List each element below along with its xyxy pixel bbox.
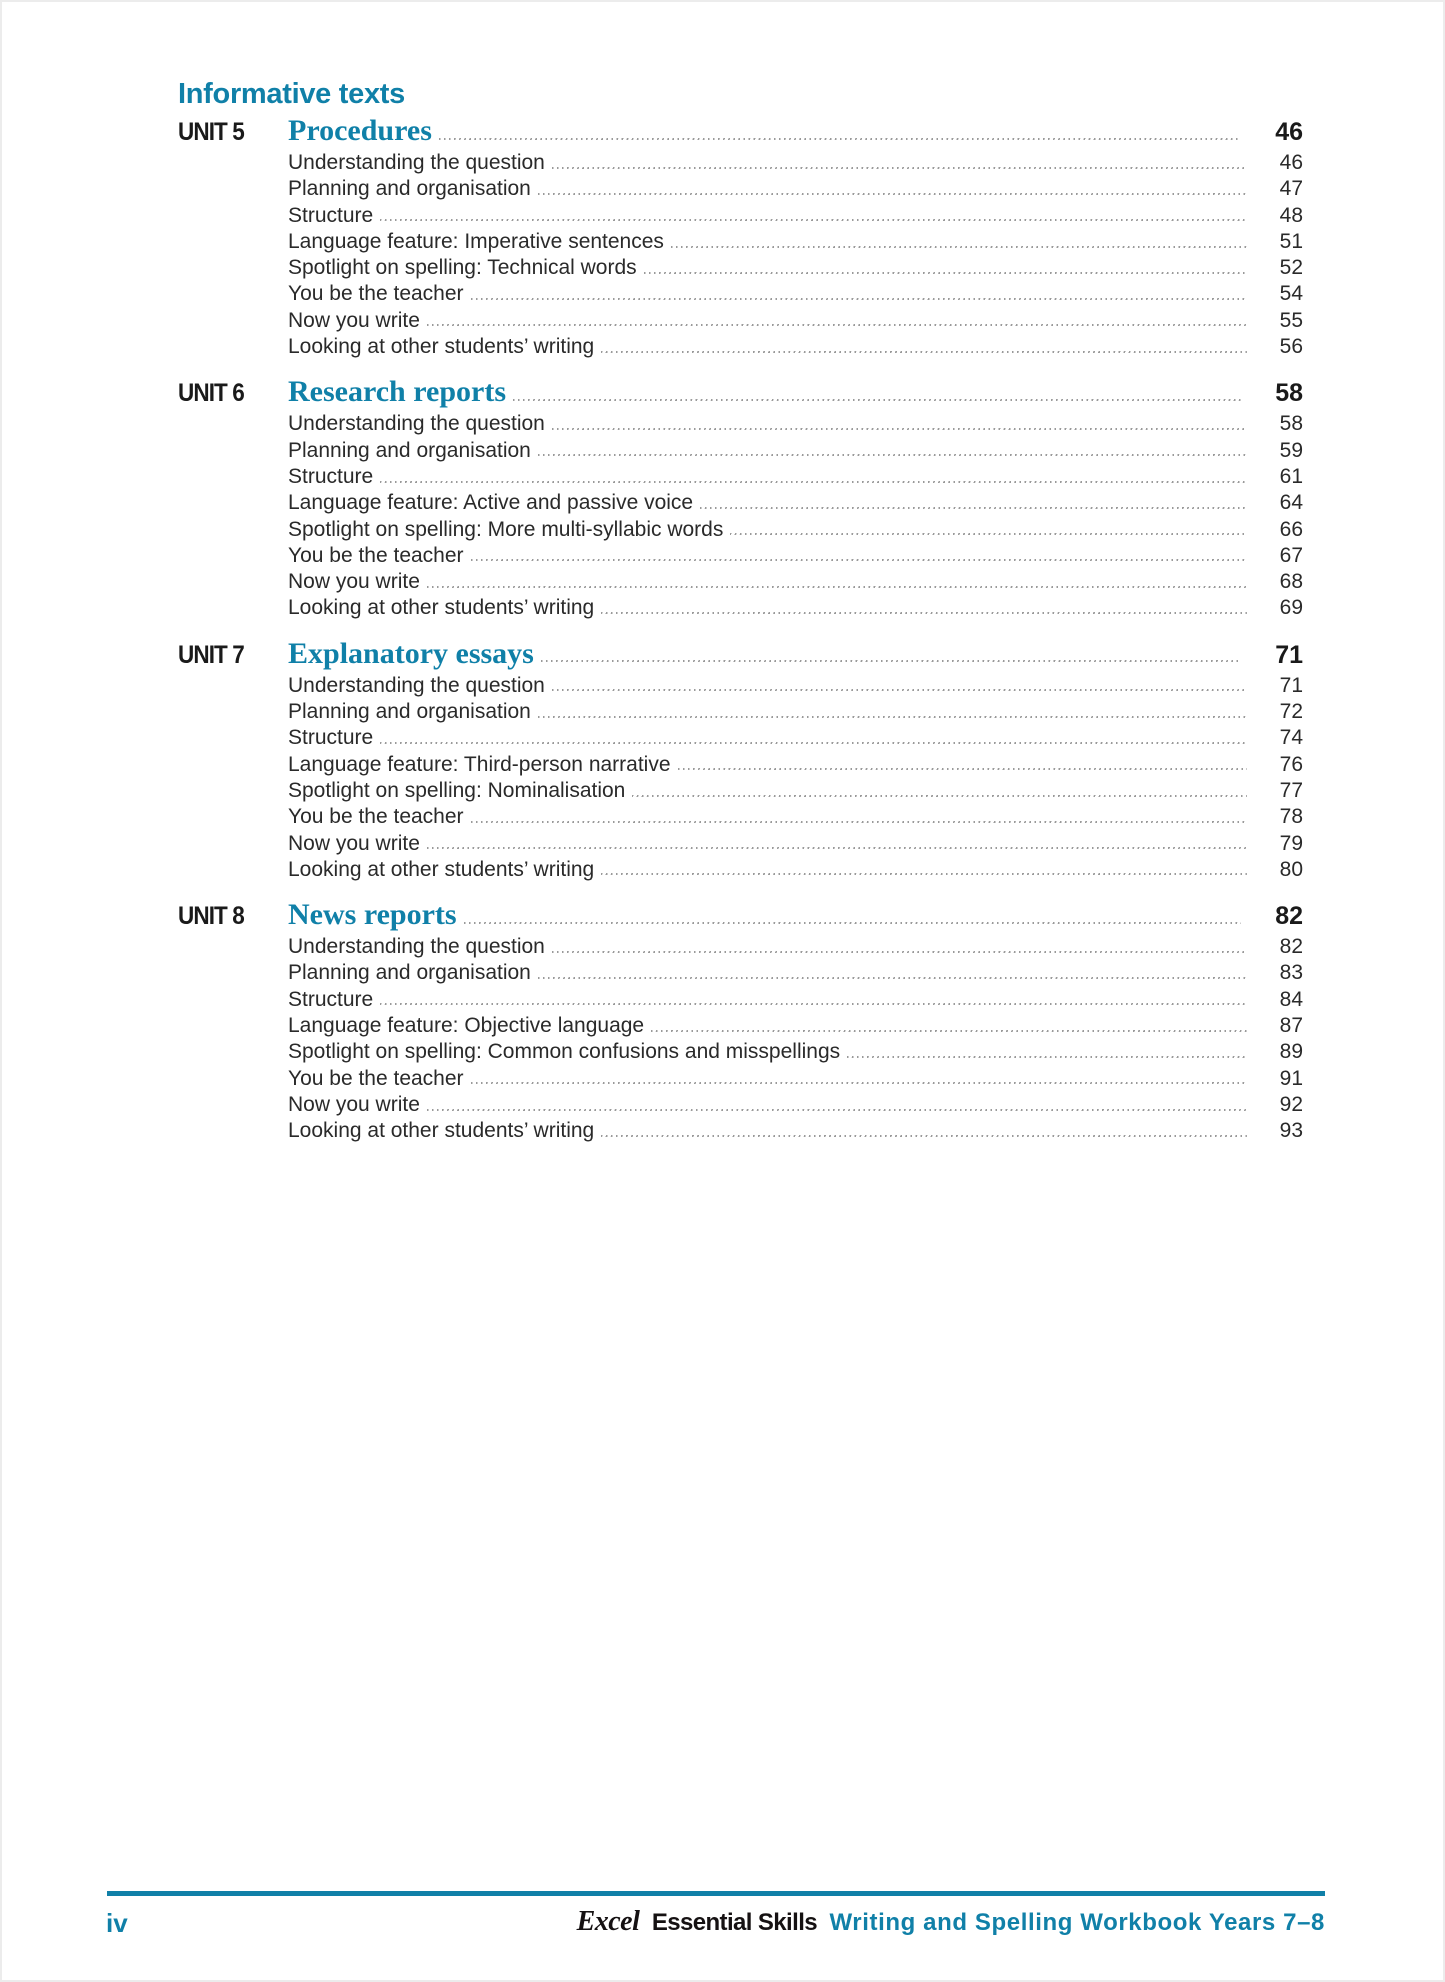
dotted-leader <box>427 585 1247 588</box>
toc-entry-label: Language feature: Active and passive voice <box>288 491 694 515</box>
dotted-leader <box>678 768 1247 771</box>
unit-title: Procedures <box>288 114 432 147</box>
toc-entry-page-number: 93 <box>1279 1119 1303 1143</box>
toc-entry-page-number: 77 <box>1279 778 1303 802</box>
toc-entry-page-number: 80 <box>1279 857 1303 881</box>
toc-entry-page-number: 61 <box>1279 464 1303 488</box>
toc-entry <box>288 308 1303 334</box>
toc-entry <box>288 752 1303 778</box>
toc-entry-page-number: 82 <box>1279 935 1303 959</box>
toc-entry <box>288 255 1303 281</box>
toc-entry-label: Looking at other students’ writing <box>288 1119 595 1143</box>
toc-entry <box>288 569 1303 595</box>
dotted-leader <box>601 611 1247 614</box>
dotted-leader <box>538 715 1247 718</box>
toc-entry-label: Understanding the question <box>288 673 545 697</box>
toc-entry-page-number: 91 <box>1279 1066 1303 1090</box>
dotted-leader <box>380 1003 1247 1006</box>
toc-entry <box>288 673 1303 699</box>
folio-page-number: iv <box>106 1908 128 1938</box>
toc-entry-label: Looking at other students’ writing <box>288 596 595 620</box>
toc-entry-label: Planning and organisation <box>288 700 531 724</box>
footer-rule <box>107 1891 1325 1896</box>
toc-entry-page-number: 74 <box>1279 726 1303 750</box>
toc-entry <box>288 490 1303 516</box>
dotted-leader <box>601 350 1247 353</box>
toc-entry-page-number: 78 <box>1279 805 1303 829</box>
toc-entry-page-number: 52 <box>1279 256 1303 280</box>
toc-entry-page-number: 67 <box>1279 543 1303 567</box>
toc-entry-page-number: 92 <box>1279 1092 1303 1116</box>
unit-title: Explanatory essays <box>288 636 534 670</box>
toc-entry-page-number: 71 <box>1279 673 1303 697</box>
toc-entry-label: Spotlight on spelling: Common confusions and misspellings <box>288 1040 841 1064</box>
dotted-leader <box>471 297 1247 300</box>
dotted-leader <box>427 847 1247 850</box>
toc-entry <box>288 725 1303 751</box>
toc-entry <box>288 778 1303 804</box>
toc-entry-label: Structure <box>288 203 374 227</box>
toc-entry-label: Structure <box>288 987 374 1011</box>
toc-entry-page-number: 64 <box>1279 491 1303 515</box>
dotted-leader <box>513 398 1241 401</box>
unit-label: UNIT 5 <box>178 118 244 146</box>
toc-entry-page-number: 79 <box>1279 831 1303 855</box>
toc-entry-page-number: 56 <box>1279 335 1303 359</box>
dotted-leader <box>651 1029 1247 1032</box>
toc-entry <box>288 411 1303 437</box>
toc-unit-header <box>178 898 1303 933</box>
toc-entry <box>288 1092 1303 1118</box>
dotted-leader <box>471 559 1247 562</box>
unit-label: UNIT 7 <box>178 640 244 669</box>
dotted-leader <box>552 427 1247 430</box>
dotted-leader <box>464 921 1241 924</box>
toc-unit <box>178 637 1303 883</box>
dotted-leader <box>471 1082 1247 1085</box>
toc-entry-label: Planning and organisation <box>288 961 531 985</box>
toc-entry-page-number: 68 <box>1279 570 1303 594</box>
units-list <box>178 114 1303 1145</box>
toc-entry-page-number: 46 <box>1279 151 1303 174</box>
toc-entry-label: Spotlight on spelling: More multi-syllabic words <box>288 517 724 541</box>
section-heading: Informative texts <box>178 78 405 110</box>
dotted-leader <box>538 454 1247 457</box>
toc-entry <box>288 960 1303 986</box>
toc-entry-label: Looking at other students’ writing <box>288 335 595 359</box>
unit-page-number: 46 <box>1275 118 1303 146</box>
toc-entry-label: Now you write <box>288 570 420 594</box>
toc-entry-label: You be the teacher <box>288 1066 464 1090</box>
toc-entry <box>288 229 1303 255</box>
toc-unit-items <box>178 673 1303 883</box>
dotted-leader <box>552 166 1247 169</box>
toc-entry <box>288 857 1303 883</box>
book-title: Writing and Spelling Workbook Years 7–8 <box>829 1909 1325 1936</box>
toc-entry-label: Planning and organisation <box>288 438 531 462</box>
toc-entry <box>288 987 1303 1013</box>
dotted-leader <box>847 1055 1247 1058</box>
toc-entry <box>288 543 1303 569</box>
toc-entry-label: Understanding the question <box>288 151 545 174</box>
dotted-leader <box>552 950 1247 953</box>
toc-entry <box>288 1039 1303 1065</box>
brand-excel: Excel <box>576 1906 640 1937</box>
unit-label: UNIT 6 <box>178 379 244 408</box>
toc-entry-page-number: 84 <box>1279 987 1303 1011</box>
toc-entry <box>288 1013 1303 1039</box>
toc-entry-label: Language feature: Objective language <box>288 1014 645 1038</box>
toc-entry <box>288 334 1303 360</box>
toc-unit-items <box>178 934 1303 1144</box>
toc-entry-page-number: 51 <box>1279 229 1303 253</box>
toc-entry <box>288 1066 1303 1092</box>
dotted-leader <box>541 660 1241 663</box>
dotted-leader <box>700 506 1247 509</box>
toc-entry <box>288 281 1303 307</box>
toc-entry-label: Spotlight on spelling: Technical words <box>288 256 637 280</box>
toc-entry-label: Language feature: Third-person narrative <box>288 752 671 776</box>
toc-entry-label: You be the teacher <box>288 543 464 567</box>
toc-entry-page-number: 55 <box>1279 308 1303 332</box>
toc-entry <box>288 699 1303 725</box>
toc-unit <box>178 114 1303 360</box>
toc-entry-page-number: 76 <box>1279 752 1303 776</box>
toc-unit-items <box>178 411 1303 621</box>
dotted-leader <box>601 1134 1247 1137</box>
toc-content <box>178 78 1303 1160</box>
toc-entry <box>288 1118 1303 1144</box>
dotted-leader <box>380 219 1247 222</box>
dotted-leader <box>439 137 1241 140</box>
toc-entry-page-number: 83 <box>1279 961 1303 985</box>
dotted-leader <box>471 820 1247 823</box>
toc-unit-header <box>178 637 1303 672</box>
toc-entry <box>288 203 1303 229</box>
unit-page-number: 82 <box>1275 902 1303 931</box>
toc-unit-header <box>178 114 1303 149</box>
unit-page-number: 71 <box>1275 640 1303 669</box>
toc-unit <box>178 898 1303 1144</box>
toc-entry-page-number: 87 <box>1279 1014 1303 1038</box>
toc-entry-label: Now you write <box>288 831 420 855</box>
toc-entry-label: Structure <box>288 726 374 750</box>
toc-entry <box>288 831 1303 857</box>
dotted-leader <box>671 245 1247 248</box>
footer-brand <box>577 1906 1325 1938</box>
toc-entry-label: Understanding the question <box>288 935 545 959</box>
unit-label: UNIT 8 <box>178 902 244 931</box>
toc-entry-page-number: 58 <box>1279 412 1303 436</box>
toc-entry-page-number: 47 <box>1279 177 1303 201</box>
toc-entry <box>288 517 1303 543</box>
dotted-leader <box>538 192 1247 195</box>
dotted-leader <box>730 533 1247 536</box>
toc-entry-page-number: 54 <box>1279 282 1303 306</box>
toc-entry-page-number: 69 <box>1279 596 1303 620</box>
toc-entry-page-number: 72 <box>1279 700 1303 724</box>
toc-entry-page-number: 59 <box>1279 438 1303 462</box>
toc-entry-page-number: 66 <box>1279 517 1303 541</box>
toc-entry-page-number: 89 <box>1279 1040 1303 1064</box>
unit-page-number: 58 <box>1275 379 1303 408</box>
dotted-leader <box>380 480 1247 483</box>
toc-entry-label: Now you write <box>288 308 420 332</box>
toc-entry-label: Structure <box>288 464 374 488</box>
toc-entry-label: Spotlight on spelling: Nominalisation <box>288 778 626 802</box>
toc-entry-label: You be the teacher <box>288 282 464 306</box>
dotted-leader <box>644 271 1247 274</box>
unit-title: Research reports <box>288 375 506 409</box>
toc-entry <box>288 150 1303 176</box>
dotted-leader <box>552 689 1247 692</box>
dotted-leader <box>632 794 1247 797</box>
unit-title: News reports <box>288 898 457 932</box>
toc-entry <box>288 464 1303 490</box>
toc-entry-label: Planning and organisation <box>288 177 531 201</box>
toc-entry-label: Now you write <box>288 1092 420 1116</box>
toc-entry-label: Language feature: Imperative sentences <box>288 229 664 253</box>
toc-entry <box>288 438 1303 464</box>
toc-entry-label: Looking at other students’ writing <box>288 857 595 881</box>
toc-entry-page-number: 48 <box>1279 203 1303 227</box>
toc-unit-items <box>178 150 1303 360</box>
dotted-leader <box>427 1108 1247 1111</box>
toc-entry-label: You be the teacher <box>288 805 464 829</box>
dotted-leader <box>538 976 1247 979</box>
brand-series: Essential Skills <box>651 1909 818 1936</box>
toc-unit <box>178 375 1303 621</box>
toc-entry <box>288 176 1303 202</box>
toc-entry <box>288 934 1303 960</box>
dotted-leader <box>380 741 1247 744</box>
toc-entry <box>288 595 1303 621</box>
toc-entry <box>288 804 1303 830</box>
dotted-leader <box>427 324 1247 327</box>
dotted-leader <box>601 873 1247 876</box>
toc-unit-header <box>178 375 1303 410</box>
toc-entry-label: Understanding the question <box>288 412 545 436</box>
